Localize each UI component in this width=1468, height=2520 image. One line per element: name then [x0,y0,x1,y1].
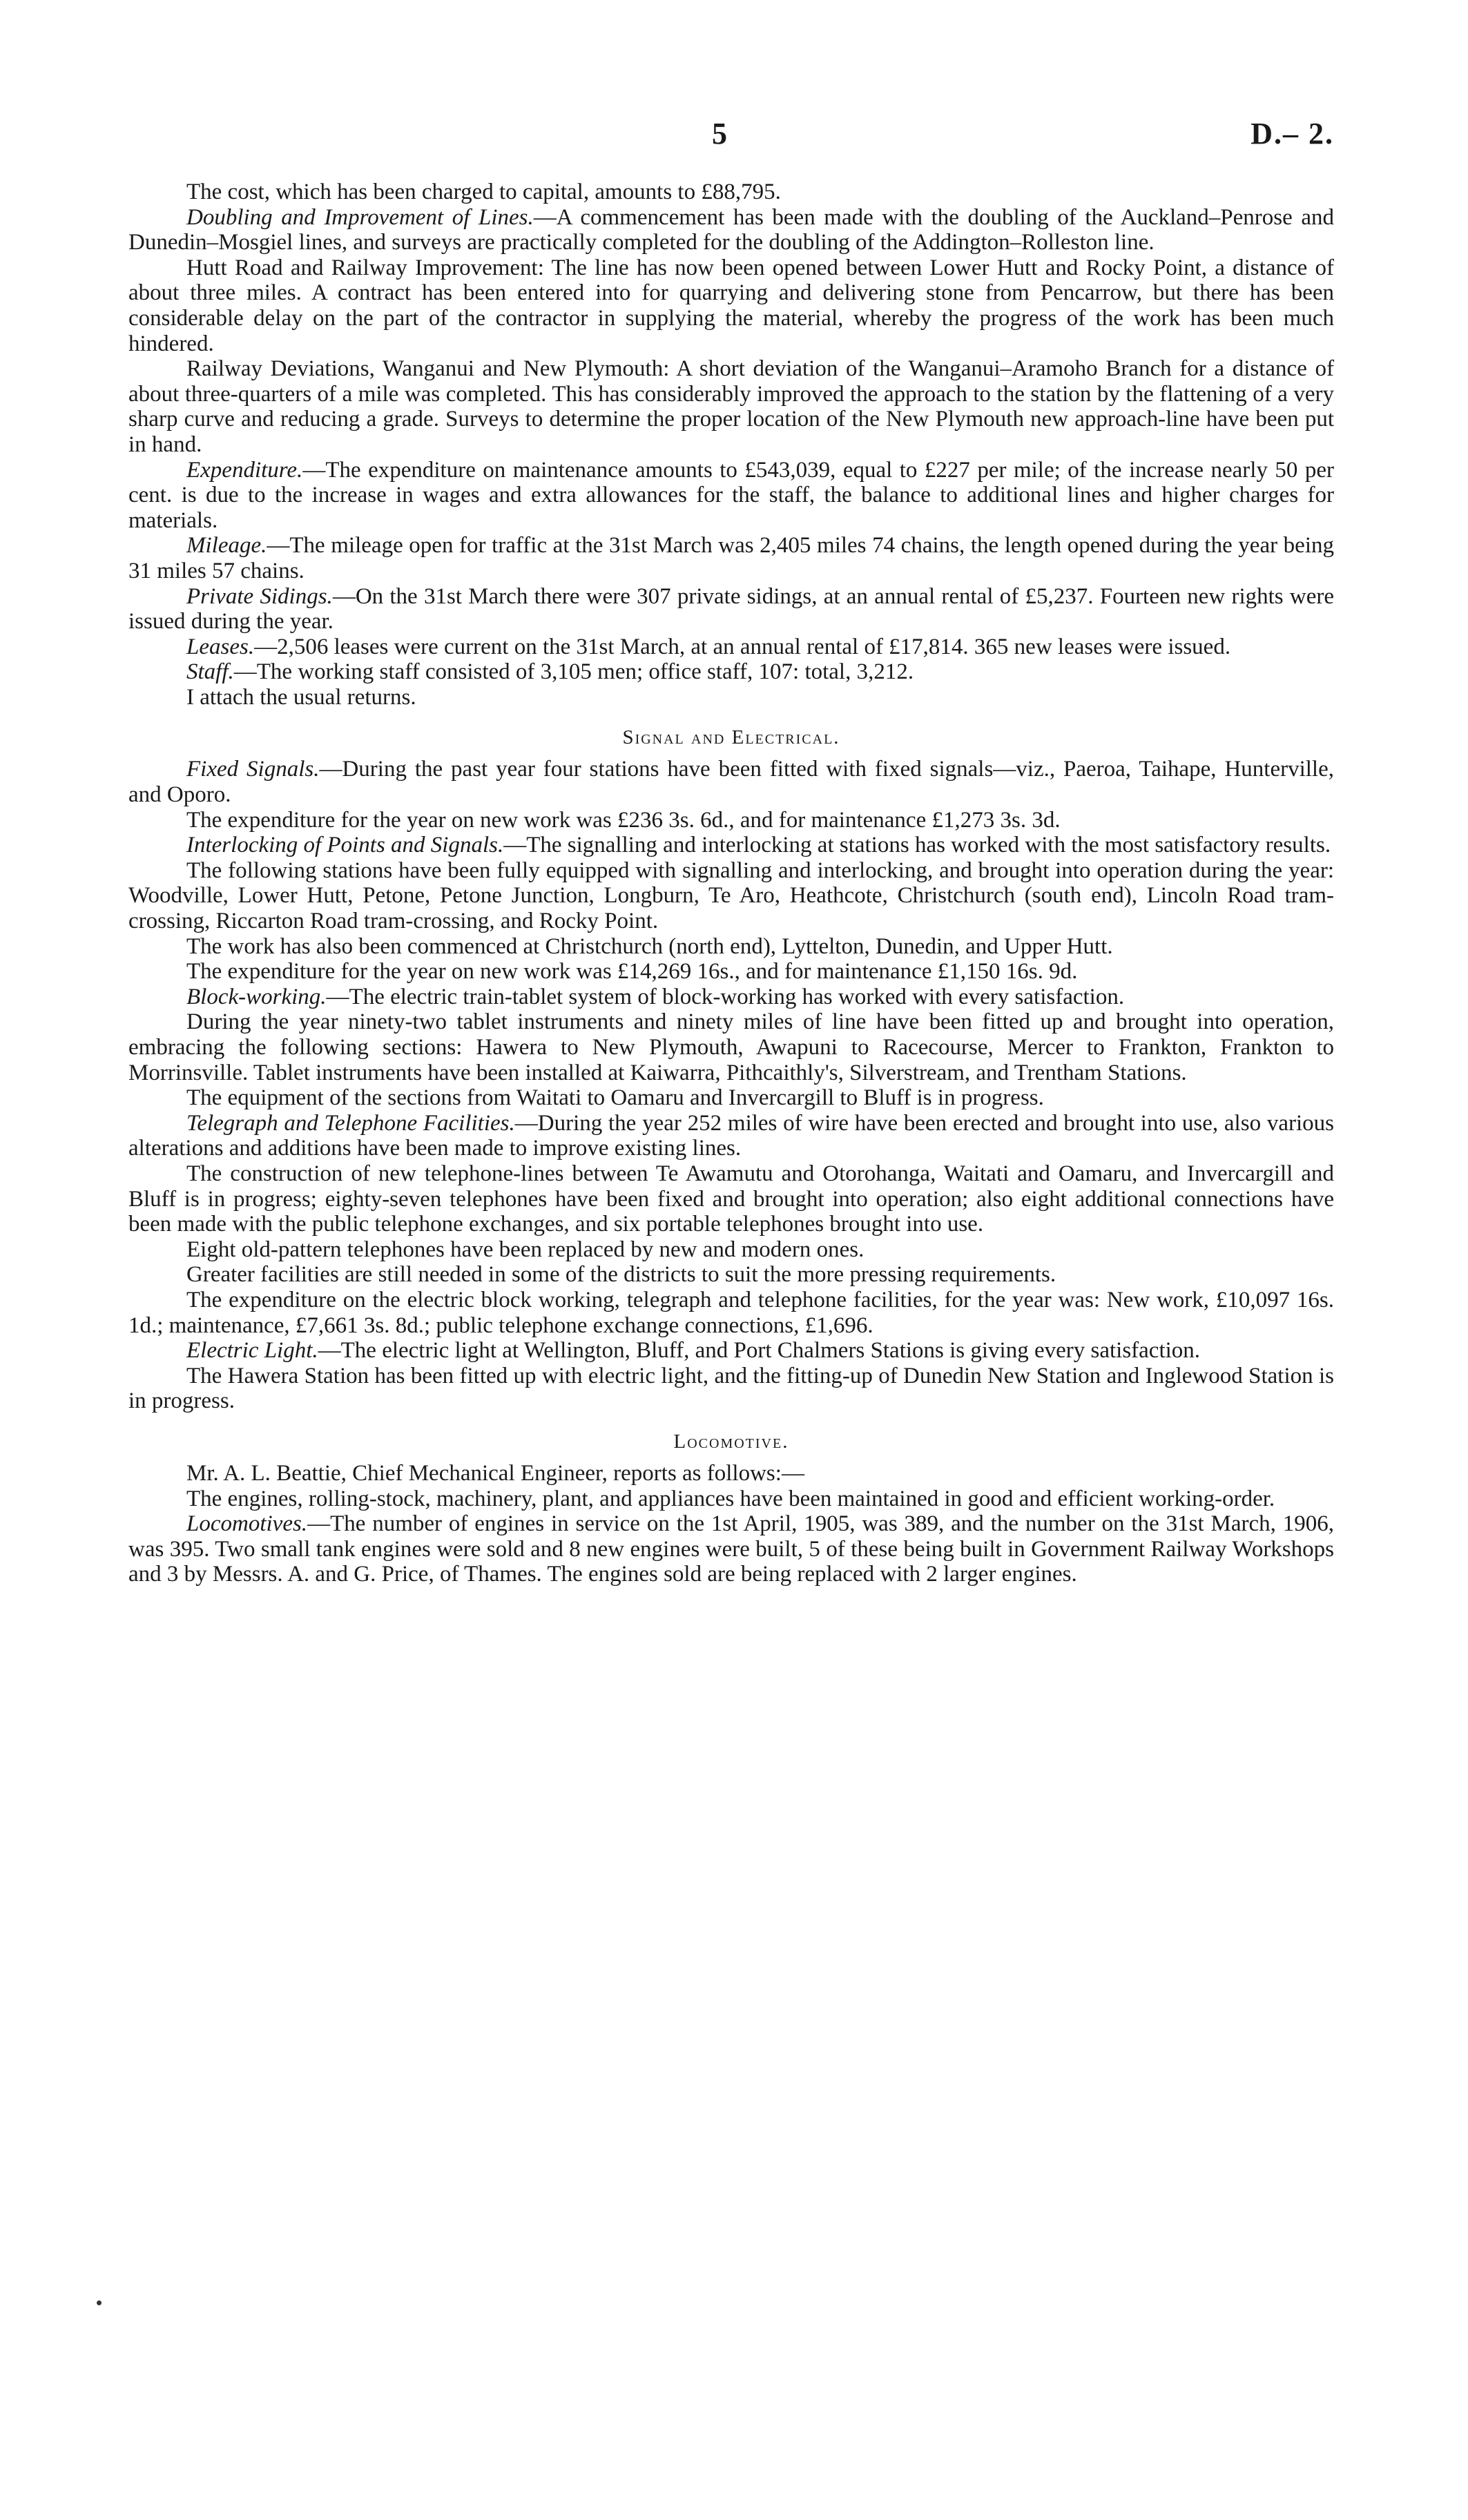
paragraph-text: —2,506 leases were current on the 31st March, at an annual rental of £17,814. 365 new leases were issued. [254,634,1231,659]
paragraph-text: The cost, which has been charged to capital, amounts to £88,795. [186,180,781,204]
page-header [128,104,1334,180]
paragraph-text: The construction of new telephone-lines between Te Awamutu and Otorohanga, Waitati and Oamaru, and Invercargill and Bluff is in progress; eighty-seven telephones have been fixed and brought into operation; also eight additional connections have been made with the public telephone exchanges, and six portable telephones brought into use. [128,1161,1334,1237]
paragraph-lead: Leases. [186,634,255,659]
paragraph-text: Railway Deviations, Wanganui and New Plymouth: A short deviation of the Wanganui–Aramoho Branch for a distance of about three-quarters of a mile was completed. This has considerably improved the approach to the station by the flattening of a very sharp curve and reducing a grade. Surveys to determine the proper location of the New Plymouth new approach-line have been put in hand. [128,356,1334,457]
paragraph-text: —On the 31st March there were 307 private sidings, at an annual rental of £5,237. Fourteen new rights were issued during the year. [128,583,1335,634]
paragraph-text: —The mileage open for traffic at the 31st March was 2,405 miles 74 chains, the length opened during the year being 31 miles 57 chains. [128,533,1334,583]
paragraph [128,1237,1334,1263]
paragraph-lead: Staff. [186,659,234,685]
paragraph-text: —The signalling and interlocking at stations has worked with the most satisfactory results. [503,833,1331,858]
paragraph [128,533,1334,583]
paragraph [128,1111,1334,1161]
paragraph [128,584,1334,634]
paragraph-text: The work has also been commenced at Christchurch (north end), Lyttelton, Dunedin, and Upper Hutt. [186,933,1113,959]
paragraph [128,1085,1334,1111]
paragraph-text: Mr. A. L. Beattie, Chief Mechanical Engineer, reports as follows:— [186,1460,804,1486]
paragraph-text: The expenditure for the year on new work was £236 3s. 6d., and for maintenance £1,273 3s. 3d. [186,807,1061,833]
paragraph-text: The equipment of the sections from Waitati to Oamaru and Invercargill to Bluff is in progress. [186,1085,1044,1111]
paragraph-lead: Interlocking of Points and Signals. [186,833,504,858]
document-body [128,180,1334,1587]
paragraph [128,685,1334,710]
paragraph-text: The expenditure on the electric block working, telegraph and telephone facilities, for the year was: New work, £10,097 16s. 1d.; maintenance, £7,661 3s. 8d.; public telephone exchange connections, £1,696. [128,1287,1334,1338]
paragraph-text: —During the past year four stations have been fitted with fixed signals—viz., Paeroa, Taihape, Hunterville, and Oporo. [128,757,1334,808]
paragraph [128,1364,1334,1414]
paragraph [128,1338,1334,1364]
paragraph [128,1461,1334,1486]
paragraph-text: —The electric light at Wellington, Bluff, and Port Chalmers Stations is giving every satisfaction. [318,1338,1201,1364]
paragraph-lead: Mileage. [186,533,267,559]
paragraph [128,985,1334,1010]
paragraph-lead: Fixed Signals. [186,757,320,782]
paragraph [128,180,1334,205]
paragraph-lead: Private Sidings. [186,583,333,609]
paragraph-text: During the year ninety-two tablet instruments and ninety miles of line have been fitted up and brought into operation, embracing the following sections: Hawera to New Plymouth, Awapuni to Racecourse, Mercer to Frankton, Frankton to Morrinsville. Tablet instruments have been installed at Kaiwarra, Pithcaithly's, Silverstream, and Trentham Stations. [128,1009,1334,1085]
paragraph [128,458,1334,534]
paragraph [128,634,1334,660]
paragraph-text: The following stations have been fully equipped with signalling and interlocking, and brought into operation during the year: Woodville, Lower Hutt, Petone, Petone Junction, Longburn, Te Aro, Heathcote, Christchurch (south end), Lincoln Road tram-crossing, Riccarton Road tram-crossing, and Rocky Point. [128,857,1334,934]
paragraph-lead: Doubling and Improvement of Lines. [186,204,534,230]
paragraph-text: The expenditure for the year on new work was £14,269 16s., and for maintenance £1,150 16s. 9d. [186,959,1078,985]
paragraph-text: —The expenditure on maintenance amounts to £543,039, equal to £227 per mile; of the increase nearly 50 per cent. is due to the increase in wages and extra allowances for the staff, the balance to additional lines and higher charges for materials. [128,457,1334,533]
paragraph-text: —The electric train-tablet system of block-working has worked with every satisfaction. [326,984,1125,1009]
paragraph-text: —The working staff consisted of 3,105 men; office staff, 107: total, 3,212. [233,659,914,685]
paragraph [128,1288,1334,1338]
paragraph-text: —A commencement has been made with the doubling of the Auckland–Penrose and Dunedin–Mosgiel lines, and surveys are practically completed for the doubling of the Addington–Rolleston line. [128,204,1334,255]
paragraph [128,1161,1334,1237]
paragraph [128,959,1334,985]
document-page [128,104,1334,1587]
paragraph-lead: Locomotives. [186,1511,308,1537]
paragraph-lead: Telegraph and Telephone Facilities. [186,1110,515,1136]
paragraph [128,659,1334,685]
paragraph-text: Eight old-pattern telephones have been replaced by new and modern ones. [186,1237,865,1262]
section-heading: Signal and Electrical. [622,726,840,749]
paragraph-text: I attach the usual returns. [186,684,416,710]
paragraph-text: Greater facilities are still needed in some of the districts to suit the more pressing requirements. [186,1262,1056,1288]
report-code: D.– 2. [1250,117,1334,151]
paragraph-text: The Hawera Station has been fitted up with electric light, and the fitting-up of Dunedin New Station and Inglewood Station is in progress. [128,1363,1334,1414]
paragraph [128,757,1334,807]
paragraph [128,255,1334,356]
paragraph [128,356,1334,457]
paragraph [128,1262,1334,1288]
paragraph-text: The engines, rolling-stock, machinery, plant, and appliances have been maintained in good and efficient working-order. [186,1486,1275,1511]
page-number: 5 [712,117,727,151]
paragraph-lead: Expenditure. [186,457,303,483]
paragraph-text: Hutt Road and Railway Improvement: The line has now been opened between Lower Hutt and Rocky Point, a distance of about three miles. A contract has been entered into for quarrying and delivering stone from Pencarrow, but there has been considerable delay on the part of the contractor in supplying the material, whereby the progress of the work has been much hindered. [128,255,1334,356]
paragraph [128,858,1334,934]
paragraph [128,934,1334,960]
paragraph [128,833,1334,858]
paragraph [128,1009,1334,1085]
paragraph [128,1511,1334,1587]
paragraph-text: —The number of engines in service on the 1st April, 1905, was 389, and the number on the 31st March, 1906, was 395. Two small tank engines were sold and 8 new engines were built, 5 of these being built in Government Railway Workshops and 3 by Messrs. A. and G. Price, of Thames. The engines sold are being replaced with 2 larger engines. [128,1511,1334,1587]
stray-ink-mark [97,2300,102,2305]
paragraph-lead: Electric Light. [186,1338,318,1364]
paragraph [128,205,1334,255]
paragraph [128,808,1334,833]
paragraph-text: —During the year 252 miles of wire have been erected and brought into use, also various alterations and additions have been made to improve existing lines. [128,1110,1334,1161]
section-heading: Locomotive. [673,1430,789,1453]
paragraph [128,1486,1334,1512]
paragraph-lead: Block-working. [186,984,327,1009]
